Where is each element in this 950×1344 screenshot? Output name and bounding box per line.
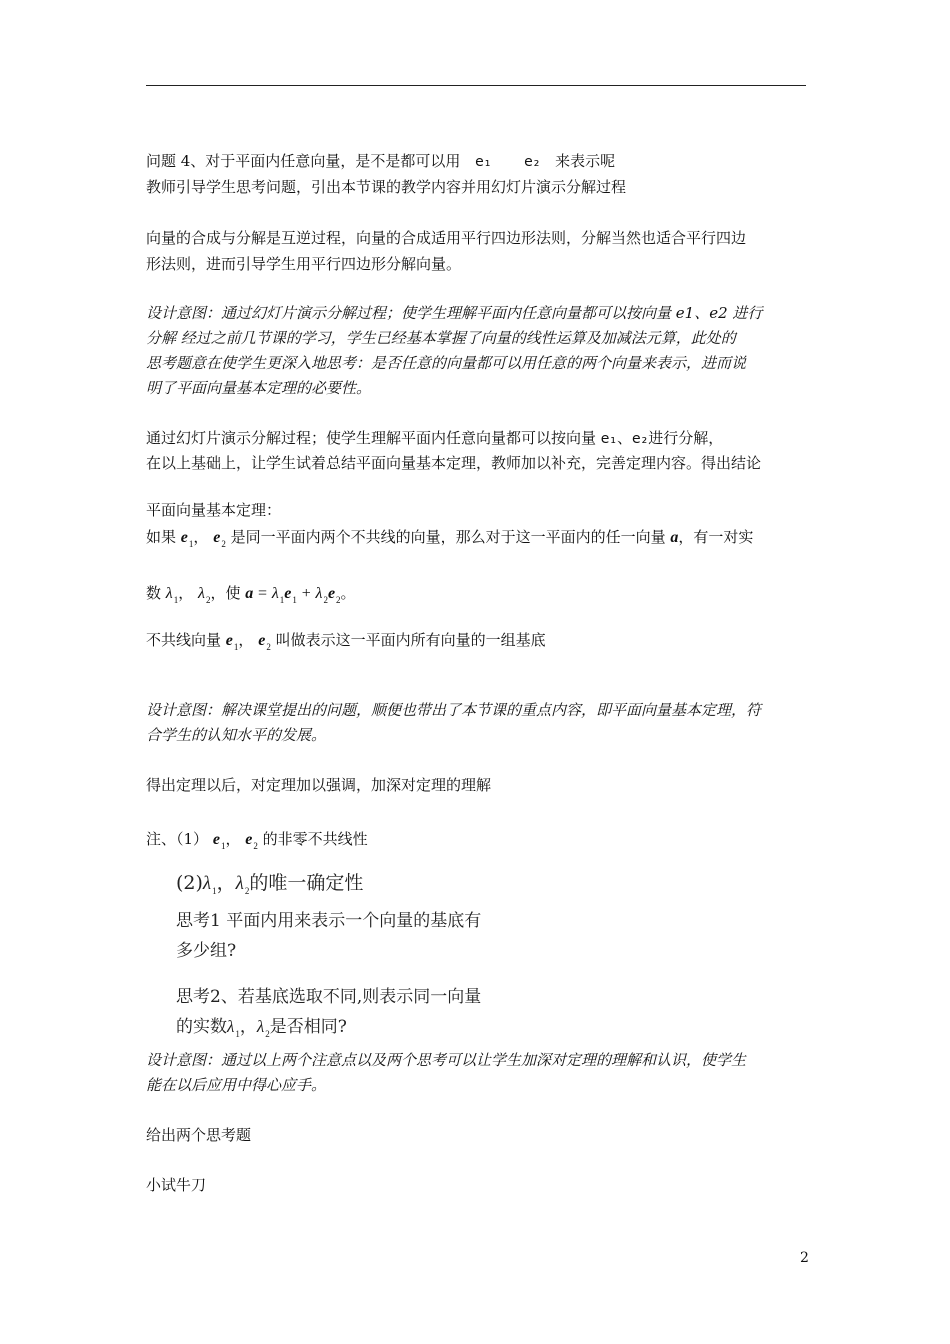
design-intent-1-line-4: 明了平面向量基本定理的必要性。: [146, 379, 372, 397]
symbol-lambda: λ: [271, 585, 279, 602]
theorem-text: 是同一平面内两个不共线的向量，那么对于这一平面内的任一向量: [230, 528, 666, 546]
symbol-lambda: λ: [227, 1017, 235, 1036]
teacher-guide-line: 教师引导学生思考问题，引出本节课的教学内容并用幻灯片演示分解过程: [146, 178, 627, 196]
vector-e2: [245, 831, 258, 851]
symbol-e: e: [245, 831, 253, 848]
paragraph-3-suffix: 进行分解，: [648, 429, 724, 447]
symbol-lambda: λ: [202, 873, 212, 894]
think-1-line-1: 思考1 平面内用来表示一个向量的基底有: [176, 911, 482, 931]
subscript-1: 1: [220, 841, 226, 851]
paragraph-3-line-1: [146, 425, 723, 452]
lambda-1: [227, 1017, 240, 1039]
think-2-text: 的实数: [176, 1017, 227, 1037]
question-4-line: [146, 148, 615, 175]
theorem-text: 数: [146, 584, 162, 602]
theorem-heading: 平面向量基本定理：: [146, 501, 282, 519]
vector-e2: [327, 585, 341, 605]
subscript-2: 2: [266, 642, 271, 652]
symbol-lambda: λ: [315, 585, 323, 602]
symbol-e: e: [213, 529, 221, 546]
vector-a: a: [245, 585, 254, 602]
vector-a: a: [670, 529, 679, 546]
vector-e2: [213, 529, 226, 549]
vector-e2: e₂: [524, 154, 541, 170]
design-intent-1-line-3: 思考题意在使学生更深入地思考：是否任意的向量都可以用任意的两个向量来表示，进而说: [146, 354, 747, 372]
note-text: 的唯一确定性: [249, 872, 364, 894]
design-intent-1-line-2: 分解 经过之前几节课的学习，学生已经基本掌握了向量的线性运算及加减法元算，此处的: [146, 329, 736, 347]
design-intent-3-line-1: 设计意图：通过以上两个注意点以及两个思考可以让学生加深对定理的理解和认识，使学生: [146, 1051, 747, 1069]
subscript-2: 2: [205, 595, 211, 605]
question-4-text: 问题 4、对于平面内任意向量，是不是都可以用: [146, 152, 461, 170]
subscript-2: 2: [244, 886, 250, 896]
symbol-e: e: [284, 585, 292, 602]
small-try: 小试牛刀: [146, 1176, 207, 1194]
symbol-lambda: λ: [235, 873, 244, 894]
vector-e1: e₁: [475, 154, 492, 170]
comma: ，: [178, 584, 194, 602]
comma: ，: [193, 528, 209, 546]
subscript-1: 1: [173, 595, 179, 605]
vector-e1: [180, 529, 194, 549]
note-item-number: (2): [176, 872, 203, 894]
symbol-e: e: [180, 529, 188, 546]
paragraph-2-line-1: 向量的合成与分解是互逆过程，向量的合成适用平行四边形法则，分解当然也适合平行四边: [146, 229, 747, 247]
note-text: 的非零不共线性: [262, 830, 368, 848]
vector-e1: [225, 632, 239, 652]
page-number: 2: [800, 1250, 809, 1266]
symbol-lambda: λ: [165, 585, 173, 602]
comma: ，: [225, 830, 241, 848]
subscript-2: 2: [323, 595, 328, 605]
paragraph-2-line-2: 形法则，进而引导学生用平行四边形分解向量。: [146, 255, 462, 273]
subscript-2: 2: [253, 841, 258, 851]
period: 。: [340, 584, 356, 602]
symbol-e: e: [212, 831, 220, 848]
symbol-e: e: [327, 585, 336, 602]
vector-e2: e₂: [632, 431, 649, 447]
lambda-2: [315, 585, 328, 605]
lambda-1: [271, 585, 285, 605]
paragraph-3-line-2: 在以上基础上，让学生试着总结平面向量基本定理，教师加以补充，完善定理内容。得出结论: [146, 454, 762, 472]
think-2-line-1: 思考2、若基底选取不同,则表示同一向量: [176, 987, 482, 1007]
think-1-line-2: 多少组?: [176, 941, 237, 961]
think-2-line-2: [176, 1012, 347, 1044]
note-line-2: [176, 868, 363, 901]
note-line-1: [146, 826, 368, 854]
theorem-line-2: [146, 580, 356, 608]
design-intent-1-line-1: 设计意图：通过幻灯片演示分解过程；使学生理解平面内任意向量都可以按向量 e1、e2 进行: [146, 304, 763, 322]
design-intent-2-line-1: 设计意图：解决课堂提出的问题，顺便也带出了本节课的重点内容，即平面向量基本定理，符: [146, 701, 762, 719]
comma: ，: [216, 872, 236, 894]
lambda-2: [236, 873, 250, 894]
theorem-text: 不共线向量: [146, 631, 222, 649]
subscript-2: 2: [265, 1029, 270, 1039]
theorem-text: 叫做表示这一平面内所有向量的一组基底: [275, 631, 546, 649]
vector-e1: [212, 831, 226, 851]
design-intent-2-line-2: 合学生的认知水平的发展。: [146, 726, 327, 744]
lambda-2: [198, 585, 211, 605]
theorem-text: 如果: [146, 528, 177, 546]
symbol-lambda: λ: [256, 1017, 265, 1036]
subscript-2: 2: [221, 539, 226, 549]
question-4-suffix: 来表示呢: [555, 152, 616, 170]
subscript-1: 1: [233, 642, 239, 652]
think-2-text: 是否相同?: [269, 1017, 347, 1037]
subscript-1: 1: [235, 1029, 240, 1039]
equals-sign: =: [258, 585, 268, 602]
vector-e1: [284, 585, 297, 605]
theorem-line-1: [146, 524, 753, 552]
subscript-1: 1: [279, 595, 285, 605]
lambda-1: [165, 585, 179, 605]
theorem-text: ，有一对实: [678, 528, 754, 546]
lambda-2: [256, 1017, 270, 1039]
symbol-e: e: [258, 632, 266, 649]
theorem-text: ，使: [210, 584, 241, 602]
paragraph-3-text: 通过幻灯片演示分解过程；使学生理解平面内任意向量都可以按向量: [146, 429, 597, 447]
vector-e2: [258, 632, 271, 652]
note-text: 注、（1）: [146, 830, 209, 848]
design-intent-3-line-2: 能在以后应用中得心应手。: [146, 1076, 327, 1094]
plus-sign: +: [301, 585, 311, 602]
subscript-1: 1: [188, 539, 194, 549]
symbol-lambda: λ: [198, 585, 205, 602]
theorem-line-3: [146, 627, 546, 655]
emphasis-line: 得出定理以后，对定理加以强调，加深对定理的理解: [146, 776, 492, 794]
comma: ，: [239, 1017, 257, 1037]
header-rule: [146, 85, 806, 86]
symbol-e: e: [225, 632, 233, 649]
subscript-1: 1: [292, 595, 297, 605]
comma: ，: [238, 631, 254, 649]
subscript-2: 2: [336, 595, 341, 605]
subscript-1: 1: [212, 886, 217, 896]
vector-e1: e₁: [600, 431, 618, 447]
separator: 、: [617, 429, 633, 447]
give-two-questions: 给出两个思考题: [146, 1126, 252, 1144]
lambda-1: [203, 873, 217, 894]
